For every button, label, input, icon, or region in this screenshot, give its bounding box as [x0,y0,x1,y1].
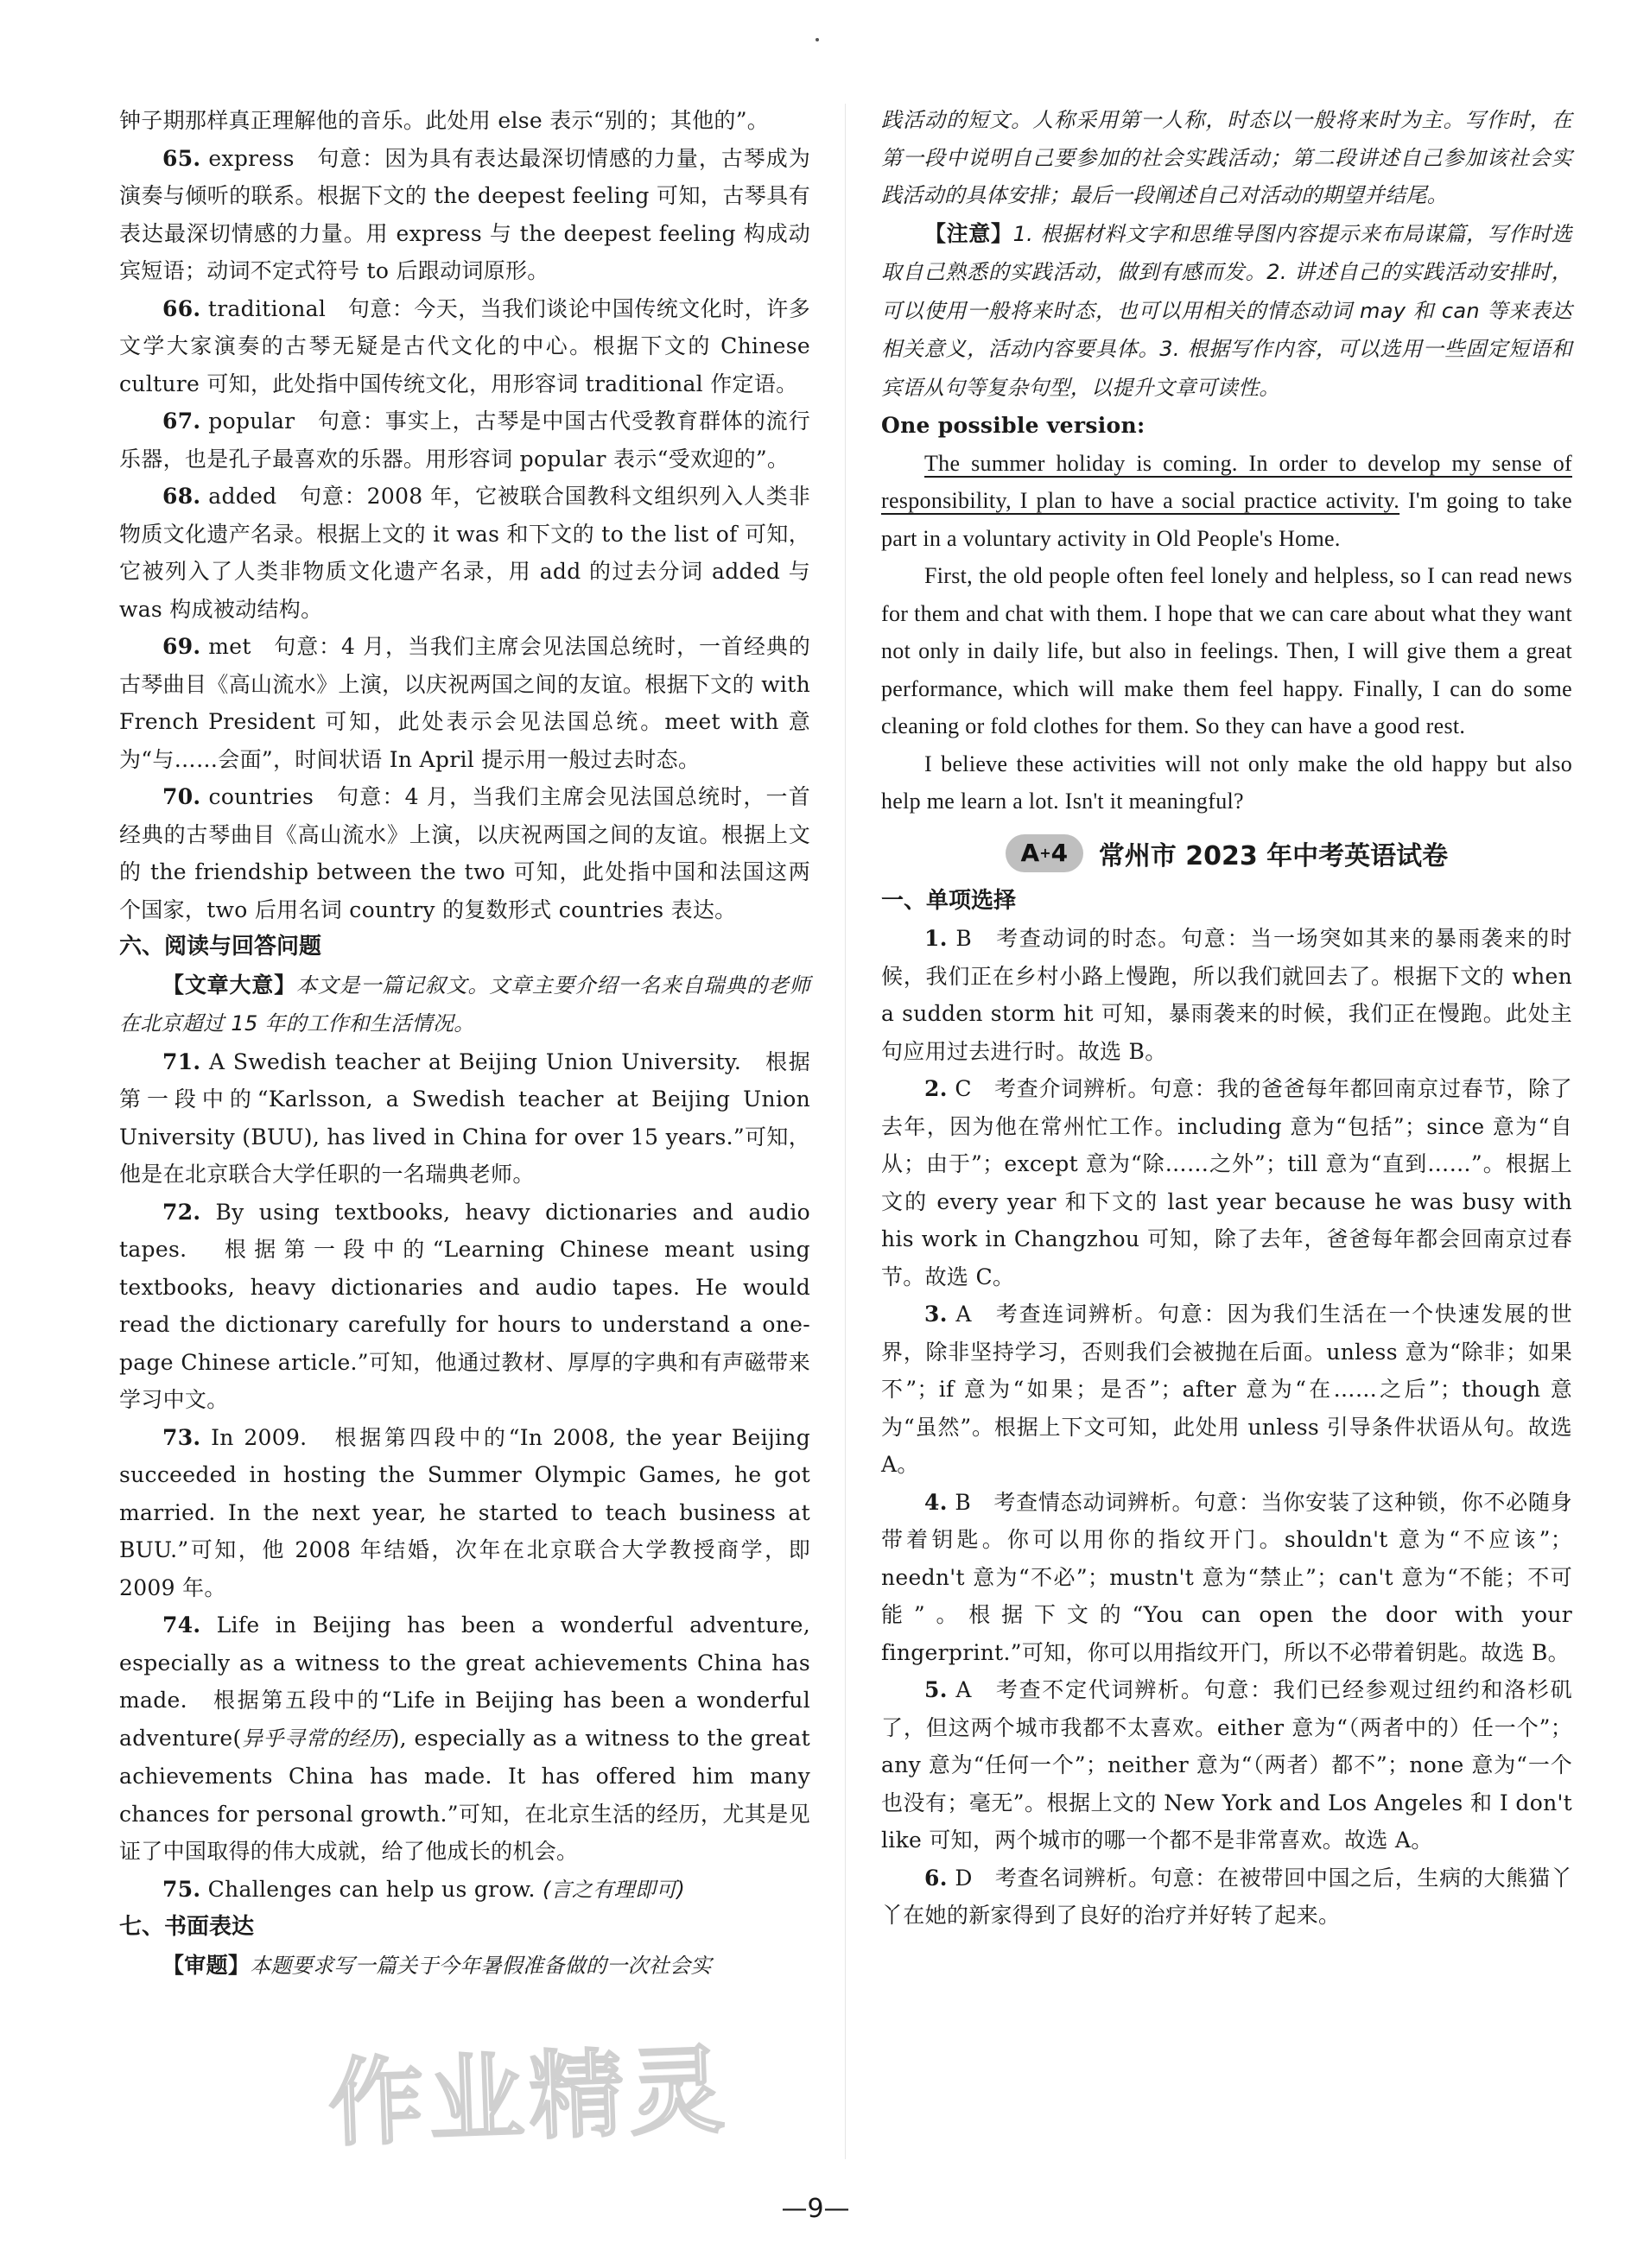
watermark: 作业精灵 [327,2034,732,2160]
note-label: 【注意】 [924,220,1013,246]
exam-title-row [881,824,1572,883]
answer-68 [119,478,810,628]
essay-text: I'm going to take part in a voluntary activity in Old People's Home. [881,488,1572,551]
top-dot [816,38,819,41]
exam-title: 常州市 2023 年中考英语试卷 [1098,840,1449,871]
essay-paragraph-3: I believe these activities will not only make the old happy but also help me learn a lot. Isn't it meaningful? [881,751,1572,814]
answer-72 [119,1194,810,1419]
answer-73 [119,1419,810,1607]
essay-paragraph-2: First, the old people often feel lonely and helpless, so I can read news for them and chat with them. I hope that we can care about what they want not only in daily life, but also in feelings. Then, I will give them a great performance, which will make them feel happy. Finally, I can do some cleaning or fold clothes for them. So they can have a good rest. [881,563,1572,738]
right-column [881,102,1572,1935]
answer-number: 5. [924,1677,948,1702]
note-text: 1. 根据材料文字和思维导图内容提示来布局谋篇，写作时选取自己熟悉的实践活动，做到有感而发。2. 讲述自己的实践活动安排时，可以使用一般将来时态，也可以用相关的情态动词 may 和 can 等来表达相关意义，活动内容要具体。3. 根据写作内容，可以选用一些固定短语和宾语从句等复杂句型，以提升文章可读性。 [881,221,1572,400]
answer-3 [881,1296,1572,1484]
answer-text: B 考查情态动词辨析。句意：当你安装了这种锁，你不必随身带着钥匙。你可以用你的指纹开门。shouldn't 意为“不应该”；needn't 意为“不必”；mustn't 意为“禁止”；can't 意为“不能；不可能”。根据下文的“You can open the door with your fingerprint.”可知，你可以用指纹开门，所以不必带着钥匙。故选 B。 [881,1489,1572,1665]
exam-badge [1006,834,1083,872]
answer-number: 75. [162,1876,201,1902]
answer-number: 1. [924,926,948,951]
section-heading-writing: 七、书面表达 [119,1914,255,1940]
section-heading-single-choice: 一、单项选择 [881,887,1017,914]
answer-number: 68. [162,484,201,509]
answer-text: C 考查介词辨析。句意：我的爸爸每年都回南京过春节，除了去年，因为他在常州忙工作。including 意为“包括”；since 意为“自从；由于”；except 意为“除……之外”；till 意为“直到……”。根据上文的 every year 和下文的 last year because he was busy with his work in Changzhou 可知，除了去年，爸爸每年都会回南京过春节。故选 C。 [881,1076,1572,1289]
answer-number: 2. [924,1076,948,1101]
answer-text: express 句意：因为具有表达最深切情感的力量，古琴成为演奏与倾听的联系。根据下文的 the deepest feeling 可知，古琴具有表达最深切情感的力量。用 express 与 the deepest feeling 构成动宾短语；动词不定式符号 to 后跟动词原形。 [119,145,810,283]
column-divider [845,104,846,2159]
answer-1 [881,920,1572,1070]
answer-text: popular 句意：事实上，古琴是中国古代受教育群体的流行乐器，也是孔子最喜欢的乐器。用形容词 popular 表示“受欢迎的”。 [119,409,810,472]
answer-number: 4. [924,1489,948,1515]
answer-number: 71. [162,1048,201,1074]
answer-text: traditional 句意：今天，当我们谈论中国传统文化时，许多文学大家演奏的古琴无疑是古代文化的中心。根据下文的 Chinese culture 可知，此处指中国传统文化，用形容词 traditional 作定语。 [119,295,810,396]
answer-66 [119,290,810,403]
gist-label: 【文章大意】 [162,972,296,998]
answer-number: 73. [162,1424,201,1450]
gist-text: 本文是一篇记叙文。文章主要介绍一名来自瑞典的老师在北京超过 15 年的工作和生活情况。 [119,972,810,1036]
answer-number: 72. [162,1199,201,1225]
left-intro-text: 钟子期那样真正理解他的音乐。此处用 else 表示“别的；其他的”。 [119,108,770,133]
article-gist [119,966,810,1043]
essay-underlined-sentence: The summer holiday is coming. In order to develop my sense of responsibility, I plan to have a social practice activity. [881,450,1572,513]
analysis-continued: 践活动的短文。人称采用第一人称，时态以一般将来时为主。写作时，在第一段中说明自己要参加的社会实践活动；第二段讲述自己参加该社会实践活动的具体安排；最后一段阐述自己对活动的期望并结尾。 [881,108,1572,207]
answer-number: 65. [162,145,201,171]
answer-number: 74. [162,1612,201,1638]
essay-paragraph-1 [881,445,1572,558]
answer-text: A 考查不定代词辨析。句意：我们已经参观过纽约和洛杉矶了，但这两个城市我都不太喜欢。either 意为“（两者中的）任一个”；any 意为“任何一个”；neither 意为“（两者）都不”；none 意为“一个也没有；毫无”。根据上文的 New York and Los Angeles 和 I don't like 可知，两个城市的哪一个都不是非常喜欢。故选 A。 [881,1677,1572,1853]
answer-note: (言之有理即可) [542,1877,686,1902]
answer-65 [119,140,810,290]
answer-70 [119,778,810,928]
answer-2 [881,1070,1572,1296]
answer-text: In 2009. 根据第四段中的“In 2008, the year Beijing succeeded in hosting the Summer Olympic Games, he got married. In the next year, he started to teach business at BUU.”可知，他 2008 年结婚，次年在北京联合大学教授商学，即 2009 年。 [119,1424,810,1600]
writing-analysis [119,1947,810,1986]
answer-text: A 考查连词辨析。句意：因为我们生活在一个快速发展的世界，除非坚持学习，否则我们会被抛在后面。unless 意为“除非；如果不”；if 意为“如果；是否”；after 意为“在……之后”；though 意为“虽然”。根据上下文可知，此处用 unless 引导条件状语从句。故选 A。 [881,1302,1572,1477]
answer-75 [119,1871,810,1910]
writing-notes [881,215,1572,408]
answer-number: 6. [924,1865,948,1891]
answer-67 [119,402,810,478]
analysis-label: 【审题】 [162,1952,251,1978]
answer-text: Challenges can help us grow. [200,1876,543,1902]
answer-4 [881,1484,1572,1672]
answer-text: countries 句意：4 月，当我们主席会见法国总统时，一首经典的古琴曲目《高山流水》上演，以庆祝两国之间的友谊。根据上文的 the friendship between the two 可知，此处指中国和法国这两个国家，two 后用名词 country 的复数形式 countries 表达。 [119,784,810,922]
sample-essay-label: One possible version: [881,413,1146,438]
answer-text: Life in Beijing has been a wonderful adventure, especially as a witness to the great achievements China has made. 根据第五段中的“Life in Beijing has been a wonderful adventure( [119,1612,810,1751]
answer-5 [881,1671,1572,1859]
badge-letter: A [1020,839,1040,867]
answer-71 [119,1043,810,1194]
answer-text: By using textbooks, heavy dictionaries and audio tapes. 根据第一段中的“Learning Chinese meant using textbooks, heavy dictionaries and audio tapes. He would read the dictionary carefully for hours to understand a one-page Chinese article.”可知，他通过教材、厚厚的字典和有声磁带来学习中文。 [119,1199,810,1412]
answer-gloss: 异乎寻常的经历 [241,1726,391,1751]
answer-text: D 考查名词辨析。句意：在被带回中国之后，生病的大熊猫丫丫在她的新家得到了良好的治疗并好转了起来。 [881,1865,1572,1928]
answer-text: met 句意：4 月，当我们主席会见法国总统时，一首经典的古琴曲目《高山流水》上演，以庆祝两国之间的友谊。根据下文的 with French President 可知，此处表示会见法国总统。meet with 意为“与……会面”，时间状语 In April 提示用一般过去时态。 [119,634,810,772]
answer-number: 66. [162,295,201,321]
answer-69 [119,628,810,778]
answer-number: 3. [924,1302,948,1327]
answer-text: B 考查动词的时态。句意：当一场突如其来的暴雨袭来的时候，我们正在乡村小路上慢跑，所以我们就回去了。根据下文的 when a sudden storm hit 可知，暴雨袭来的时候，我们正在慢跑。此处主句应用过去进行时。故选 B。 [881,926,1572,1064]
answer-6 [881,1859,1572,1935]
answer-text: A Swedish teacher at Beijing Union University. 根据第一段中的“Karlsson, a Swedish teacher at Beijing Union University (BUU), has lived in China for over 15 years.”可知，他是在北京联合大学任职的一名瑞典老师。 [119,1048,810,1187]
badge-plus: + [1039,845,1051,861]
answer-number: 70. [162,784,201,809]
answer-number: 69. [162,634,201,659]
analysis-text: 本题要求写一篇关于今年暑假准备做的一次社会实 [250,1953,712,1978]
left-column [119,102,810,1985]
answer-74 [119,1606,810,1871]
answer-text: added 句意：2008 年，它被联合国教科文组织列入人类非物质文化遗产名录。根据上文的 it was 和下文的 to the list of 可知，它被列入了人类非物质文化遗产名录，用 add 的过去分词 added 与 was 构成被动结构。 [119,484,810,622]
badge-number: 4 [1050,839,1069,867]
section-heading-reading: 六、阅读与回答问题 [119,934,322,960]
page-number: —9— [781,2194,850,2224]
answer-number: 67. [162,409,201,434]
answer-text-cont: ), especially as a witness to the great achievements China has made. It has offered him many chances for personal growth.”可知，在北京生活的经历，尤其是见证了中国取得的伟大成就，给了他成长的机会。 [119,1725,811,1864]
